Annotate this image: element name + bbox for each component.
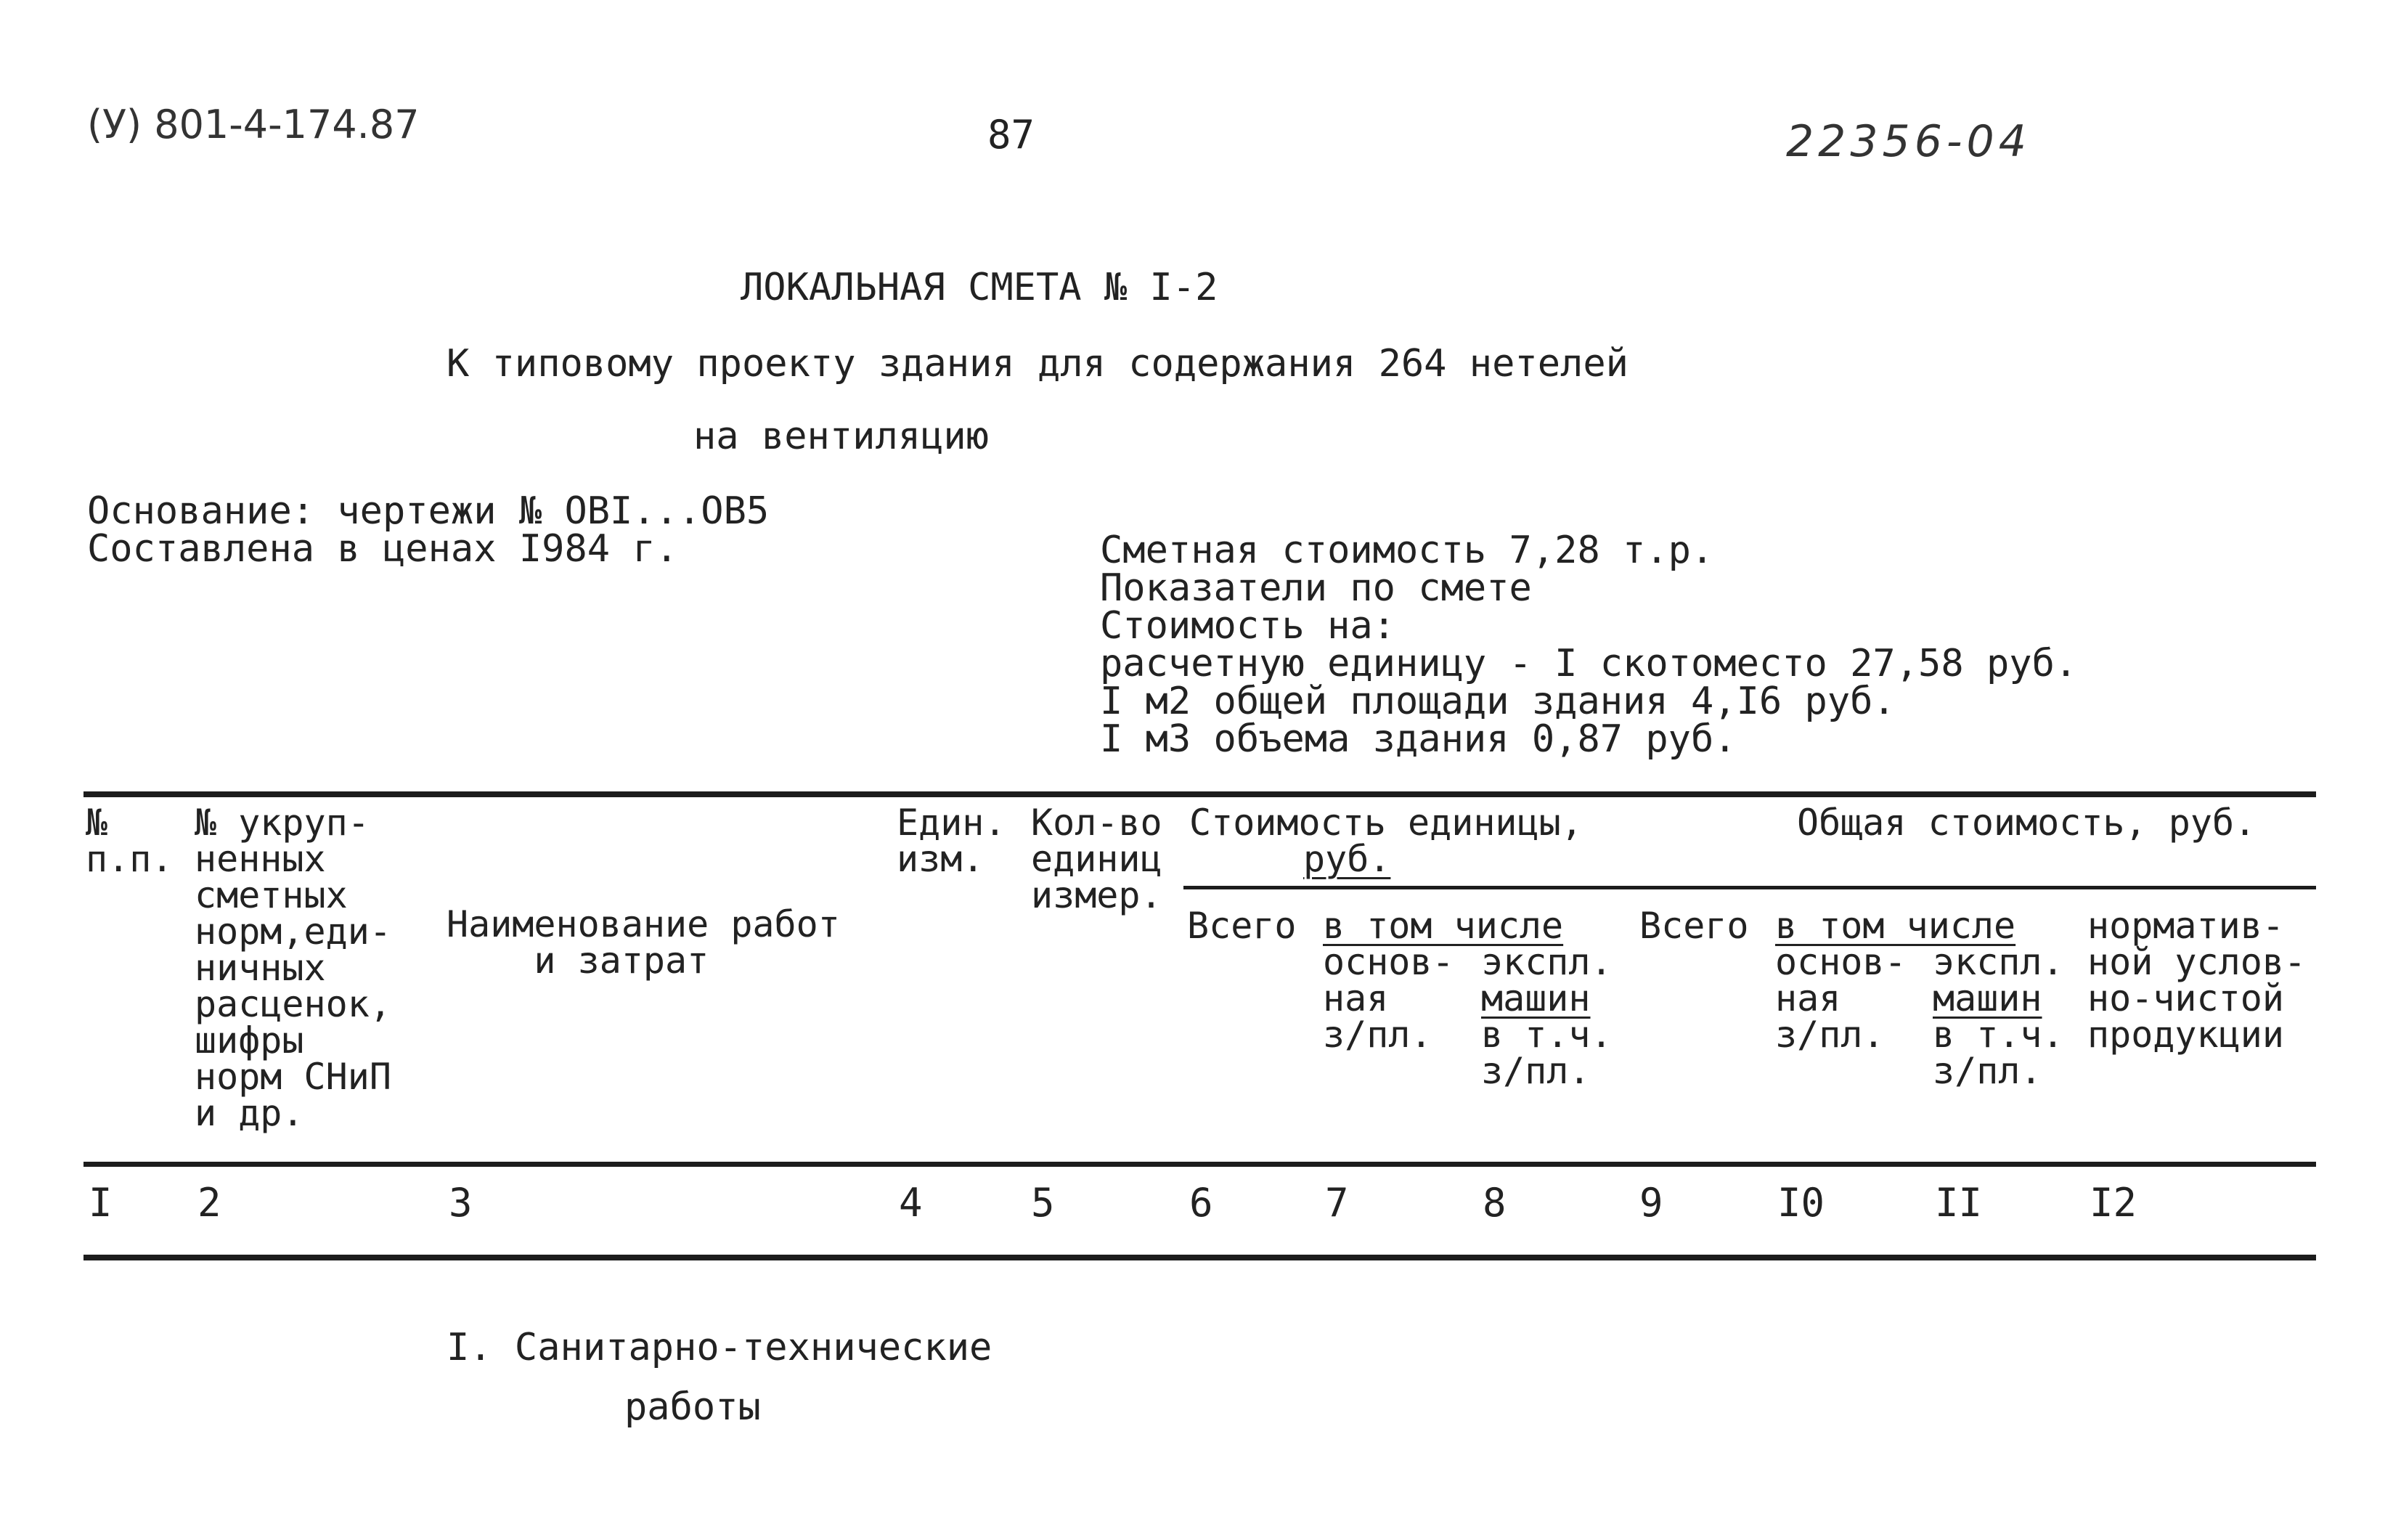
column-number: 5 (1031, 1180, 1055, 1226)
total-including-header: в том числе (1775, 905, 2016, 947)
total-machine-label: машин (1933, 977, 2042, 1019)
section-heading-continued: работы (624, 1385, 761, 1429)
cost-per-label: Стоимость на: (1100, 604, 1395, 648)
col-name-header: Наименование работ и затрат (447, 903, 840, 982)
unit-cost-currency: руб. (1303, 838, 1391, 880)
cost-subheader-rule (1183, 886, 2316, 889)
subject-line: на вентиляцию (693, 415, 989, 458)
col-norms-header: № укруп- ненных сметных норм,еди- ничных расценок, шифры норм СНиП и др. (195, 802, 391, 1134)
header-bottom-rule (83, 1162, 2316, 1167)
column-number: 6 (1189, 1180, 1213, 1226)
total-basic-wage-header: основ- ная з/пл. (1775, 941, 1907, 1056)
estimated-cost: Сметная стоимость 7,28 т.р. (1100, 529, 1714, 572)
project-subtitle: К типовому проекту здания для содержания 264 нетелей (447, 342, 1628, 386)
cost-per-m2: I м2 общей площади здания 4,I6 руб. (1100, 680, 1896, 723)
unit-basic-wage-header: основ- ная з/пл. (1323, 941, 1454, 1056)
column-number: I2 (2090, 1180, 2137, 1226)
column-number: II (1935, 1180, 1983, 1226)
unit-machine-op-header: экспл. (1481, 941, 1613, 983)
column-numbers-rule (83, 1255, 2316, 1260)
document-code: (У) 801-4-174.87 (87, 102, 420, 147)
unit-total-header: Всего (1187, 905, 1297, 947)
total-total-header: Всего (1639, 905, 1749, 947)
column-number: 9 (1639, 1180, 1663, 1226)
normative-product-header: норматив- ной услов- но-чистой продукции (2087, 905, 2307, 1056)
total-machine-op-header: экспл. (1933, 941, 2064, 983)
total-machine-wage: з/пл. (1933, 1050, 2042, 1092)
col-quantity-header: Кол-во единиц измер. (1031, 802, 1162, 916)
document-title: ЛОКАЛЬНАЯ СМЕТА № I-2 (741, 266, 1218, 309)
column-number: 8 (1483, 1180, 1507, 1226)
cost-per-place: расчетную единицу - I скотоместо 27,58 руб. (1100, 642, 2078, 685)
unit-machine-wage: з/пл. (1481, 1050, 1591, 1092)
total-cost-header: Общая стоимость, руб. (1797, 802, 2257, 844)
total-machine-incl: в т.ч. (1933, 1014, 2064, 1056)
indicators-label: Показатели по смете (1100, 566, 1532, 610)
column-number: 2 (197, 1180, 221, 1226)
unit-including-header: в том числе (1323, 905, 1564, 947)
column-number: 7 (1325, 1180, 1349, 1226)
unit-machine-incl: в т.ч. (1481, 1014, 1613, 1056)
unit-cost-header: Стоимость единицы, (1189, 802, 1583, 844)
cost-per-m3: I м3 объема здания 0,87 руб. (1100, 717, 1737, 761)
table-top-rule (83, 791, 2316, 797)
column-number: 3 (449, 1180, 473, 1226)
column-number: 4 (899, 1180, 923, 1226)
column-number: I (89, 1180, 113, 1226)
handwritten-number: 22356-04 (1786, 116, 2031, 167)
page-number: 87 (987, 112, 1035, 158)
col-unit-header: Един. изм. (897, 802, 1006, 880)
section-heading: I. Санитарно-технические (447, 1326, 992, 1369)
prices-line: Составлена в ценах I984 г. (87, 527, 678, 571)
column-number: I0 (1777, 1180, 1825, 1226)
col-number-header: № п.п. (86, 802, 174, 880)
unit-machine-label: машин (1481, 977, 1591, 1019)
basis-line: Основание: чертежи № ОВI...ОВ5 (87, 489, 770, 533)
